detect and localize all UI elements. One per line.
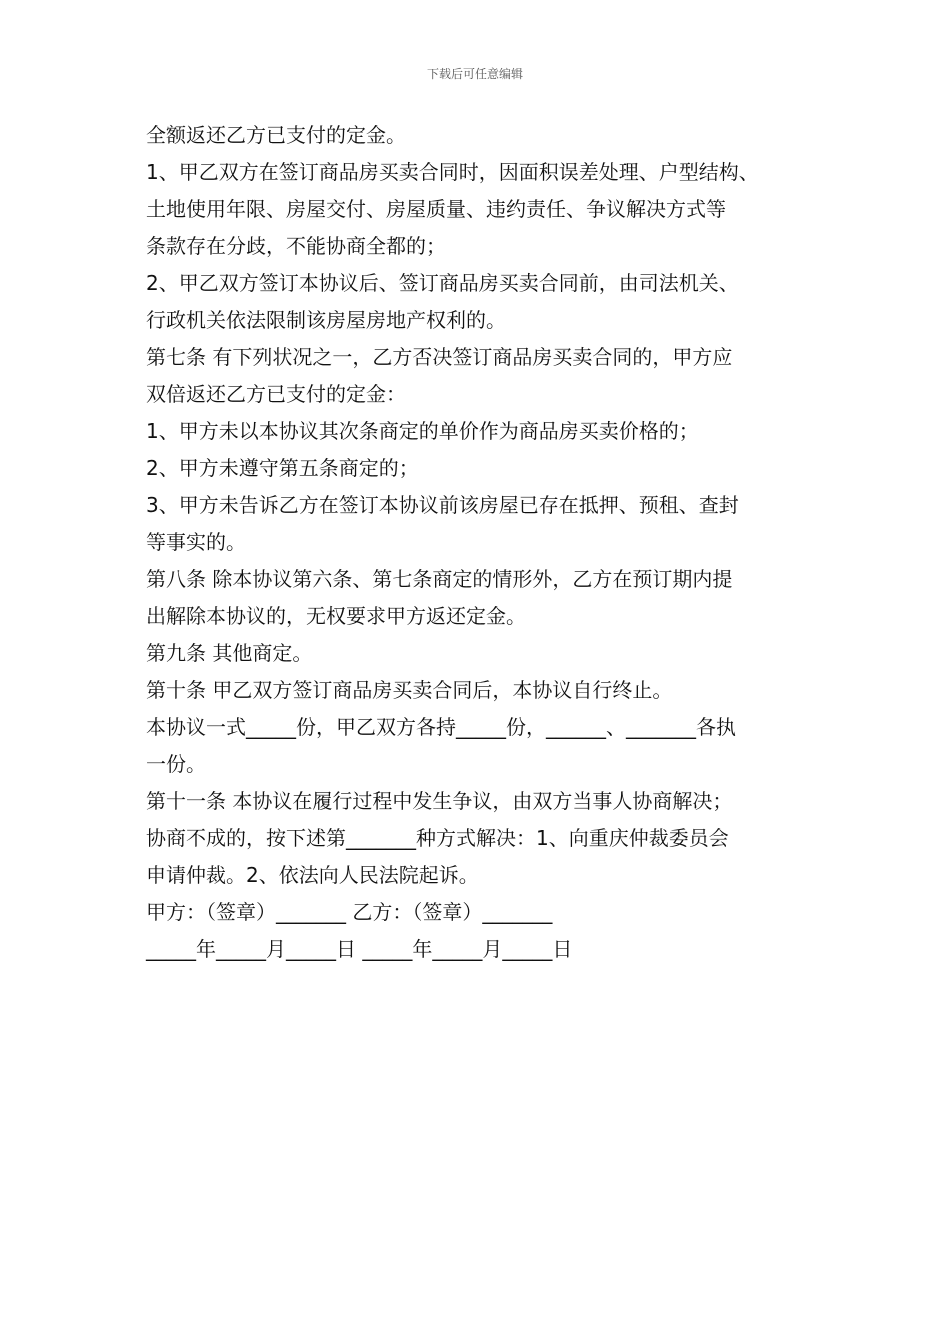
body-line: 第九条 其他商定。: [146, 641, 313, 665]
page-header: 下载后可任意编辑: [426, 67, 523, 81]
signature-line: 甲方：（签章）_______ 乙方：（签章）_______: [146, 900, 553, 924]
body-line: 出解除本协议的，无权要求甲方返还定金。: [146, 604, 526, 628]
body-line: 1、甲方未以本协议其次条商定的单价作为商品房买卖价格的；: [146, 419, 699, 443]
body-line: 第八条 除本协议第六条、第七条商定的情形外，乙方在预订期内提: [146, 567, 733, 591]
body-line: 双倍返还乙方已支付的定金：: [146, 382, 406, 406]
body-line: 3、甲方未告诉乙方在签订本协议前该房屋已存在抵押、预租、查封: [146, 493, 739, 517]
body-line: 申请仲裁。2、依法向人民法院起诉。: [146, 863, 479, 887]
body-line: 等事实的。: [146, 530, 246, 554]
body-line: 本协议一式_____份，甲乙双方各持_____份，______、_______各执: [146, 715, 736, 739]
body-line: 行政机关依法限制该房屋房地产权利的。: [146, 308, 506, 332]
body-line: 1、甲乙双方在签订商品房买卖合同时，因面积误差处理、户型结构、: [146, 160, 759, 184]
body-line: 2、甲方未遵守第五条商定的；: [146, 456, 419, 480]
body-line: 土地使用年限、房屋交付、房屋质量、违约责任、争议解决方式等: [146, 197, 726, 221]
body-line: 第七条 有下列状况之一，乙方否决签订商品房买卖合同的，甲方应: [146, 345, 733, 369]
body-line: 一份。: [146, 752, 206, 776]
body-line: 协商不成的，按下述第_______种方式解决：1、向重庆仲裁委员会: [146, 826, 729, 850]
body-line: 条款存在分歧，不能协商全都的；: [146, 234, 446, 258]
body-line: 第十一条 本协议在履行过程中发生争议，由双方当事人协商解决；: [146, 789, 733, 813]
document-body: [146, 117, 836, 968]
body-line: 第十条 甲乙双方签订商品房买卖合同后，本协议自行终止。: [146, 678, 673, 702]
body-line: 全额返还乙方已支付的定金。: [146, 123, 406, 147]
body-line: 2、甲乙双方签订本协议后、签订商品房买卖合同前，由司法机关、: [146, 271, 739, 295]
date-line: _____年_____月_____日 _____年_____月_____日: [146, 937, 573, 961]
